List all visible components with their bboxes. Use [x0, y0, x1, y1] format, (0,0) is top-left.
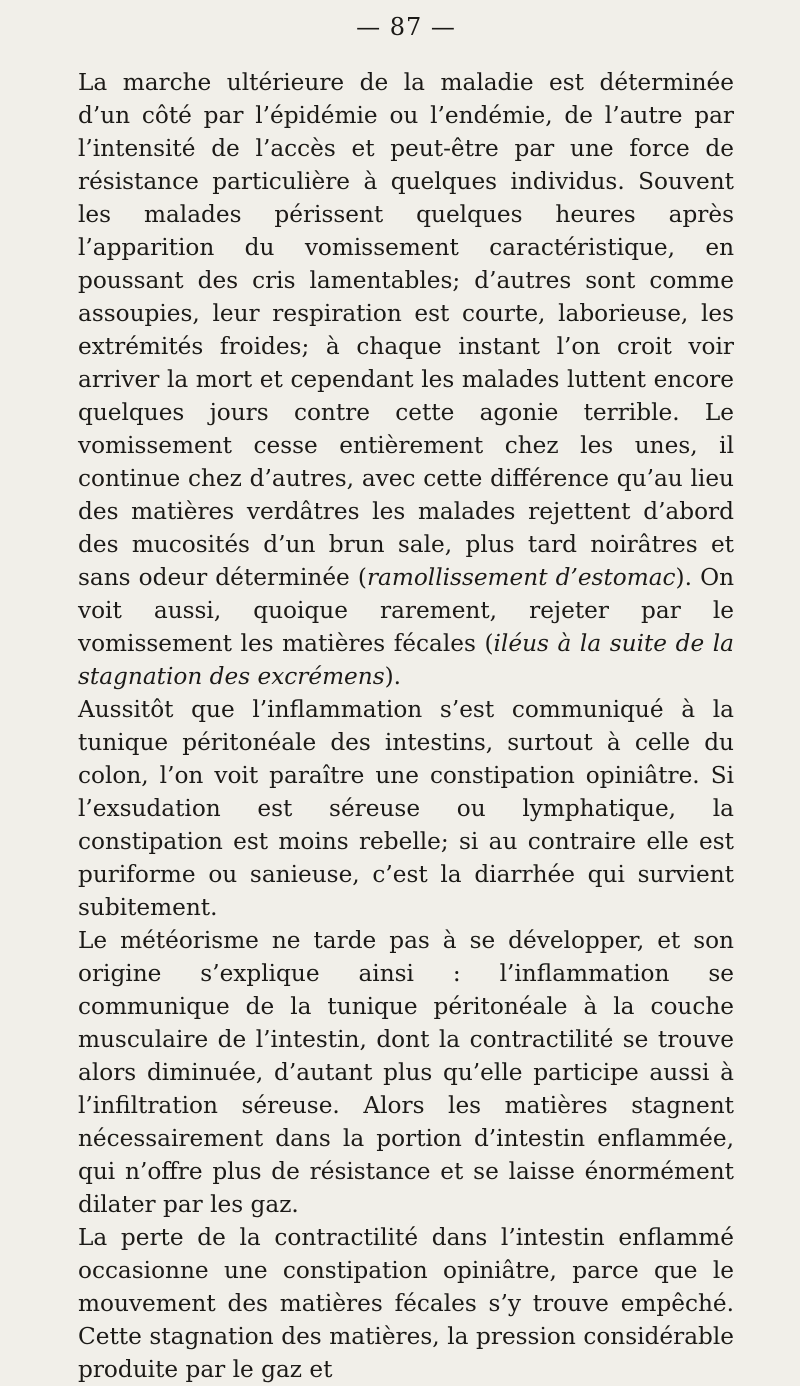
page-number: — 87 —	[356, 13, 456, 41]
paragraph-1-italic-1: ramollissement d’estomac	[366, 564, 676, 591]
paragraph-1	[78, 66, 734, 693]
paragraph-3	[78, 924, 734, 1221]
paragraph-4	[78, 1221, 734, 1386]
paragraph-2	[78, 693, 734, 924]
paragraph-2-text: Aussitôt que l’inflammation s’est communiqué à la tunique péritonéale des intestins, surtout à celle du colon, l’on voit paraître une constipation opiniâtre. Si l’exsudation est séreuse ou lymphatique, la constipation est moins rebelle; si au contraire elle est puriforme ou sanieuse, c’est la diarrhée qui survient subitement.	[78, 696, 734, 921]
paragraph-3-text: Le météorisme ne tarde pas à se développer, et son origine s’explique ainsi : l’inflammation se communique de la tunique péritonéale à la couche musculaire de l’intestin, dont la contractilité se trouve alors diminuée, d’autant plus qu’elle participe aussi à l’infiltration séreuse. Alors les matières stagnent nécessairement dans la portion d’intestin enflammée, qui n’offre plus de résistance et se laisse énormément dilater par les gaz.	[78, 927, 734, 1218]
paragraph-4-text: La perte de la contractilité dans l’intestin enflammé occasionne une constipation opiniâtre, parce que le mouvement des matières fécales s’y trouve empêché. Cette stagnation des matières, la pression considérable produite par le gaz et	[78, 1224, 734, 1383]
paragraph-1-text: La marche ultérieure de la maladie est déterminée d’un côté par l’épidémie ou l’endémie, de l’autre par l’intensité de l’accès et peut-être par une force de résistance particulière à quelques individus. Souvent les malades périssent quelques heures après l’apparition du vomissement caractéristique, en poussant des cris lamentables; d’autres sont comme assoupies, leur respiration est courte, laborieuse, les extrémités froides; à chaque instant l’on croit voir arriver la mort et cependant les malades luttent encore quelques jours contre cette agonie terrible. Le vomissement cesse entièrement chez les unes, il continue chez d’autres, avec cette différence qu’au lieu des matières verdâtres les malades rejettent d’abord des mucosités d’un brun sale, plus tard noirâtres et sans odeur déterminée (	[78, 69, 734, 591]
paragraph-1-italic-2: iléus à la suite de la stagnation des excrémens	[78, 630, 735, 690]
paragraph-1-text-3: ).	[384, 663, 402, 690]
paragraph-1-text-2: ). On voit aussi, quoique rarement, rejeter par le vomissement les matières fécales (	[78, 564, 735, 657]
